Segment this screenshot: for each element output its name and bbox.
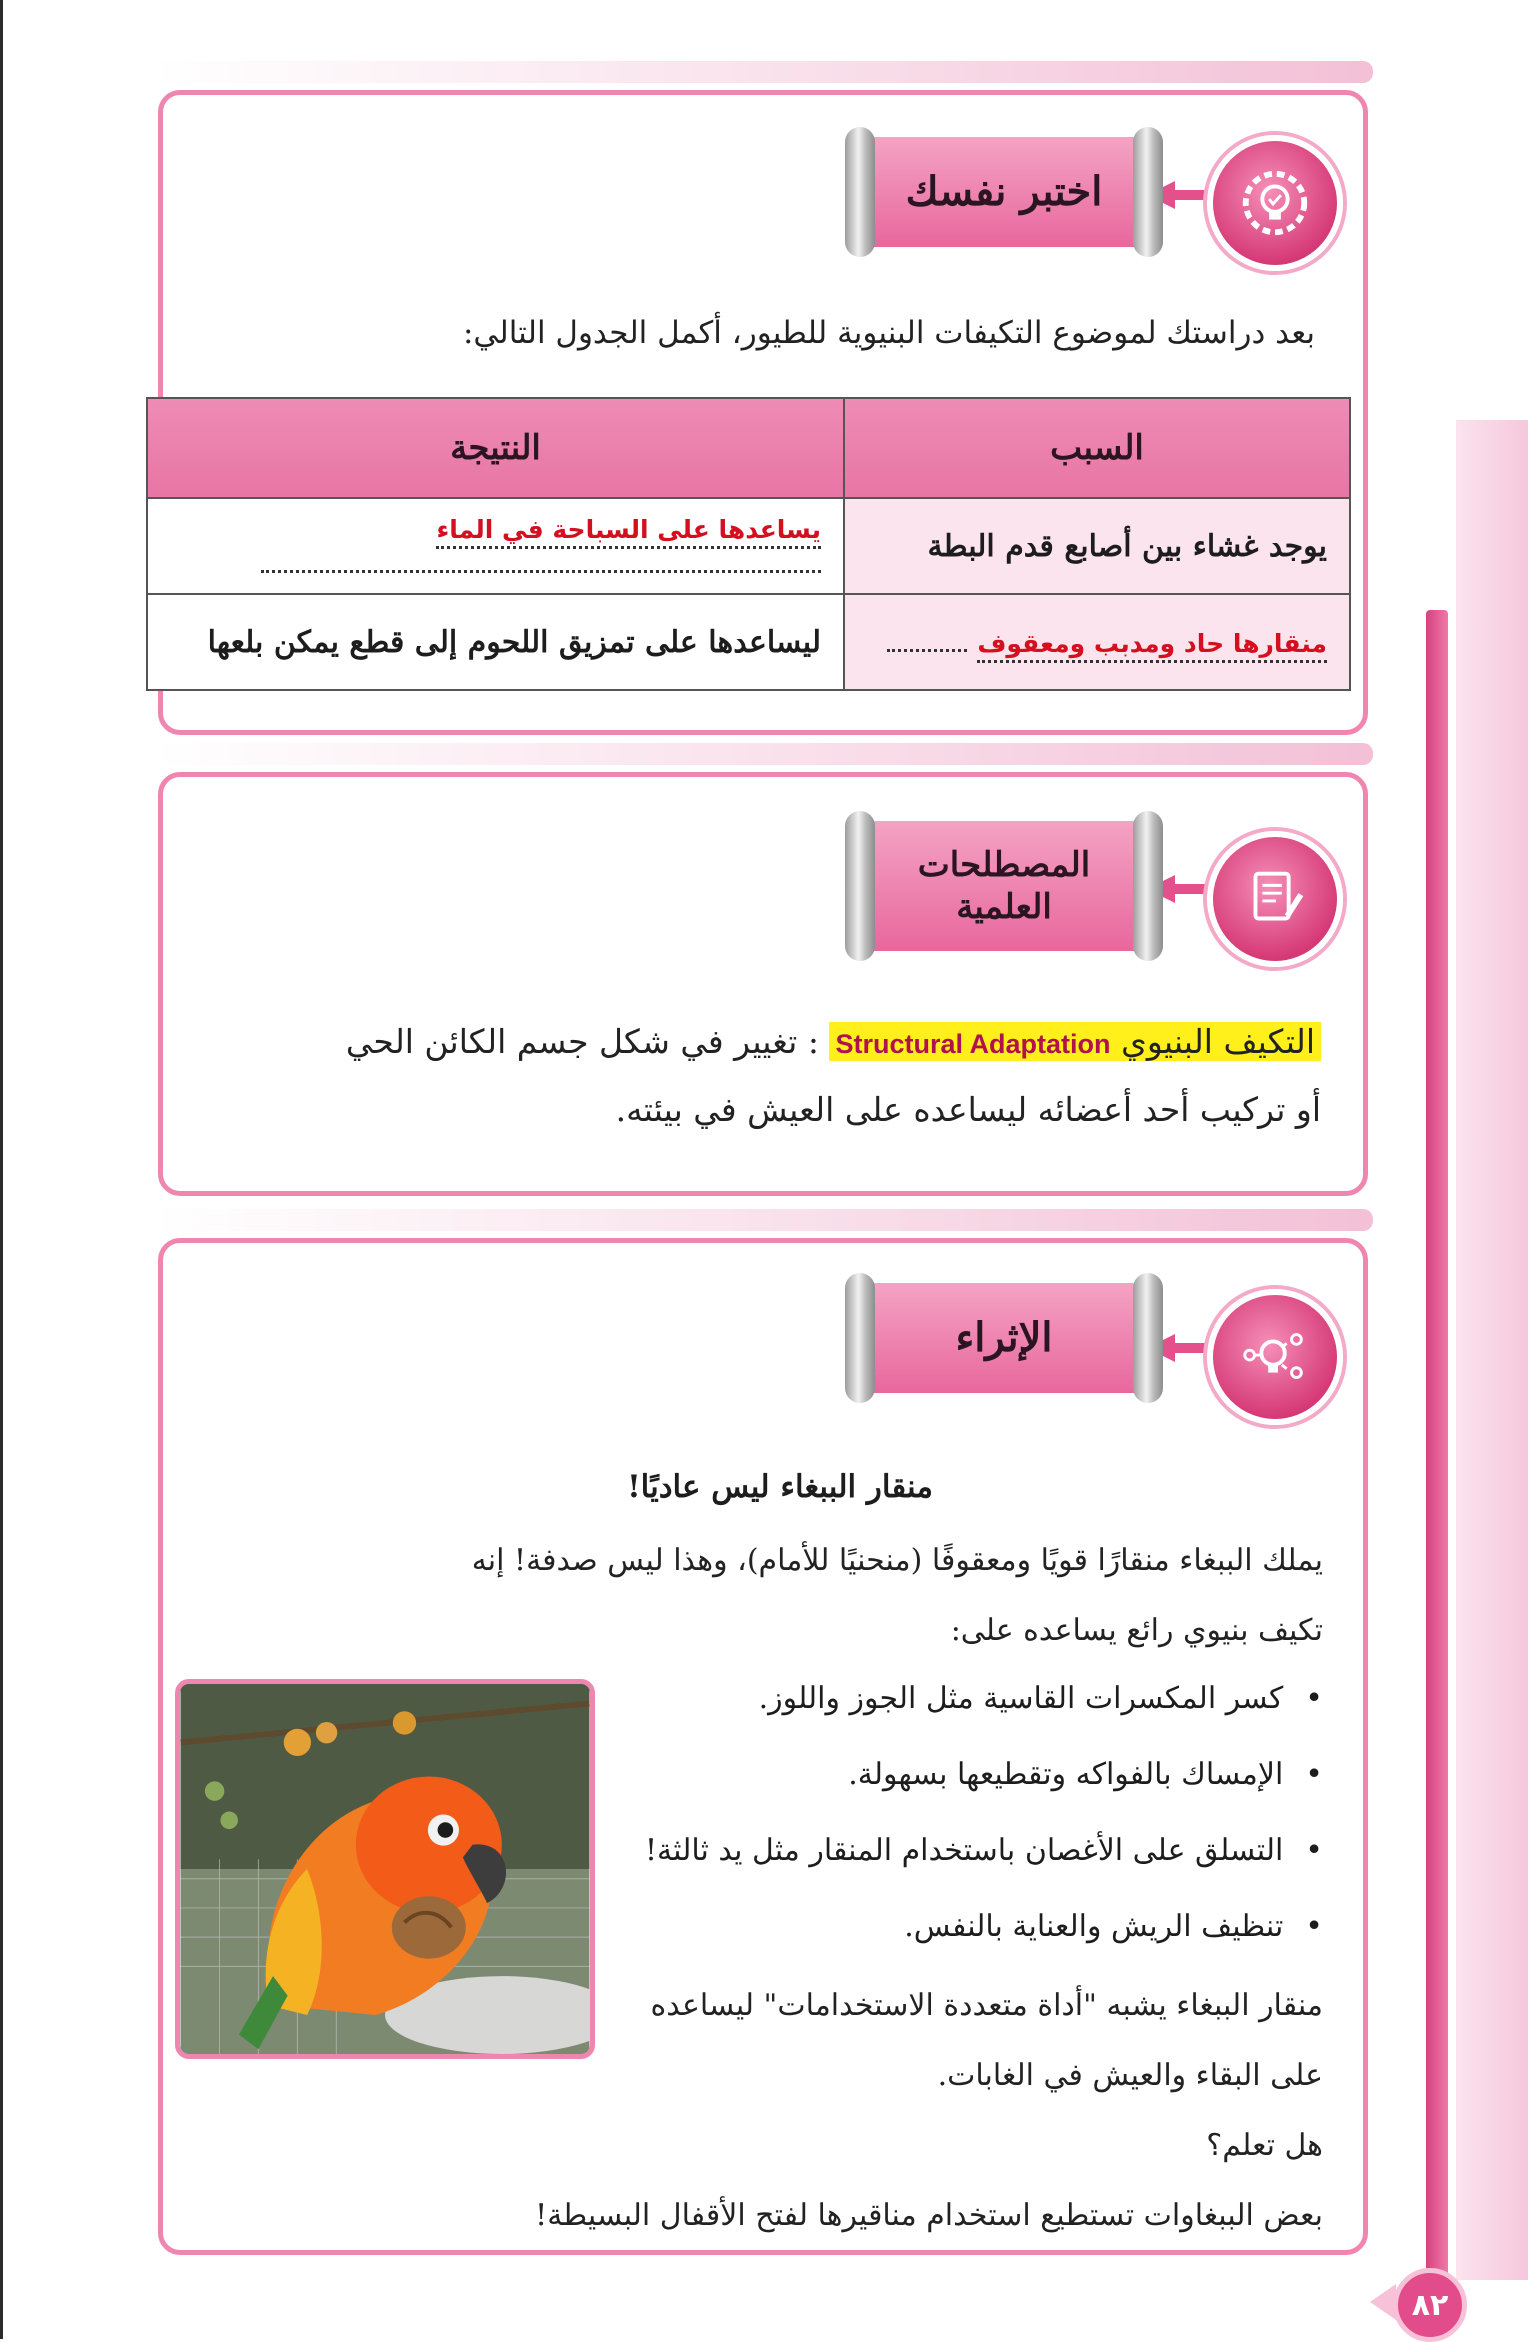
term-english: Structural Adaptation [835, 1029, 1111, 1059]
lightbulb-gear-icon [1207, 135, 1343, 271]
parrot-illustration [180, 1684, 590, 2054]
did-you-know: هل تعلم؟ [1206, 2128, 1323, 2163]
page-number: ٨٢ [1393, 2268, 1467, 2342]
banner-test [845, 127, 1163, 257]
test-yourself-section [158, 90, 1368, 735]
list-item: • تنظيف الريش والعناية بالنفس. [645, 1889, 1323, 1965]
side-decoration [1456, 420, 1528, 2280]
result-cell: ليساعدها على تمزيق اللحوم إلى قطع يمكن بلعها [147, 594, 844, 690]
instructions: بعد دراستك لموضوع التكيفات البنيوية للطيور، أكمل الجدول التالي: [462, 315, 1315, 351]
closing-line-2: على البقاء والعيش في الغابات. [937, 2058, 1323, 2093]
idea-lightbulb-icon [1207, 1289, 1343, 1425]
list-item: • الإمساك بالفواكه وتقطيعها بسهولة. [645, 1737, 1323, 1813]
header-result: النتيجة [147, 398, 844, 498]
banner-title: المصطلحات العلمية [917, 844, 1091, 927]
header-cause: السبب [844, 398, 1350, 498]
document-pen-icon [1207, 831, 1343, 967]
answer-cell [844, 594, 1350, 690]
term-arabic: التكيف البنيوي [1121, 1022, 1315, 1061]
banner-terms [845, 811, 1163, 961]
dotted-line [261, 560, 821, 573]
adaptation-table [146, 397, 1351, 691]
banner-title: الإثراء [955, 1314, 1053, 1361]
parrot-photo [175, 1679, 595, 2059]
highlighted-term [829, 1022, 1321, 1061]
list-item: • كسر المكسرات القاسية مثل الجوز واللوز. [645, 1661, 1323, 1737]
table-row [147, 594, 1350, 690]
page-border [0, 0, 3, 2339]
enrichment-section [158, 1238, 1368, 2255]
answer-text: منقارها حاد ومدبب ومعقوف [977, 629, 1327, 663]
banner-title: اختبر نفسك [905, 168, 1103, 215]
definition-line-2: أو تركيب أحد أعضائه ليساعده على العيش في بيئته. [615, 1090, 1321, 1129]
definition-line-1: : تغيير في شكل جسم الكائن الحي [345, 1022, 819, 1061]
enrichment-subtitle: منقار الببغاء ليس عاديًا! [627, 1469, 933, 1505]
intro-line-1: يملك الببغاء منقارًا قويًا ومعقوفًا (منحنيًا للأمام)، وهذا ليس صدفة! إنه [471, 1543, 1323, 1578]
bullet-list [645, 1661, 1323, 1965]
closing-line-1: منقار الببغاء يشبه "أداة متعددة الاستخدامات" ليساعده [650, 1988, 1323, 2023]
term-definition [211, 1009, 1321, 1142]
intro-line-2: تكيف بنيوي رائع يساعده على: [950, 1613, 1323, 1648]
cause-cell: يوجد غشاء بين أصابع قدم البطة [844, 498, 1350, 594]
scientific-terms-section [158, 772, 1368, 1196]
banner-enrichment [845, 1273, 1163, 1403]
answer-text: يساعدها على السباحة في الماء [436, 515, 821, 549]
side-strip [1426, 610, 1448, 2280]
table-row [147, 498, 1350, 594]
answer-cell [147, 498, 844, 594]
list-item: • التسلق على الأغصان باستخدام المنقار مثل يد ثالثة! [645, 1813, 1323, 1889]
dotted-line [887, 639, 967, 652]
fun-fact: بعض الببغاوات تستطيع استخدام مناقيرها لفتح الأقفال البسيطة! [535, 2198, 1323, 2233]
